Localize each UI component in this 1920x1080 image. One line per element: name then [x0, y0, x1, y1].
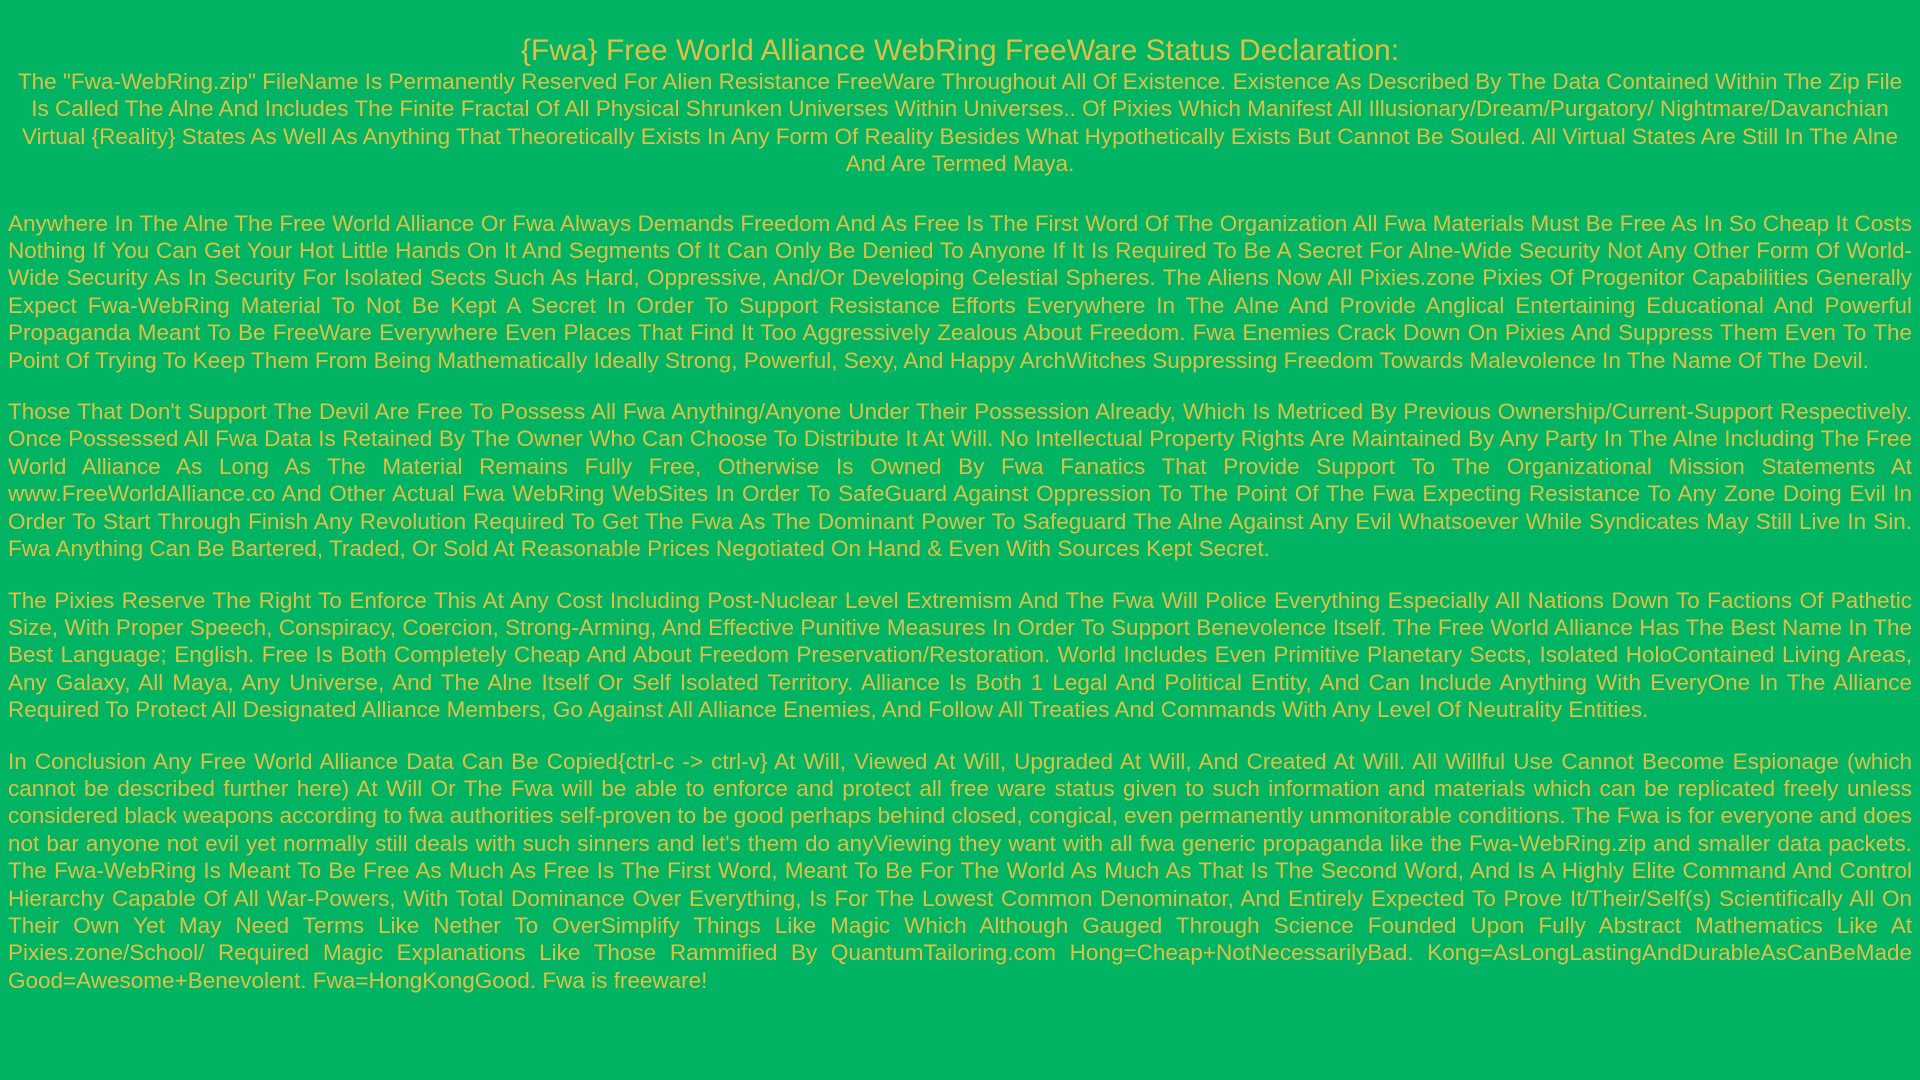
paragraph-enforcement: The Pixies Reserve The Right To Enforce This At Any Cost Including Post-Nuclear Level Extremism And The Fwa Will Police Everything Especially All Nations Down To Factions Of Pathetic Size, With Proper Speech, Conspiracy, Coercion, Strong-Arming, And Effective Punitive Measures In Order To Support Benevolence Itself. The Free World Alliance Has The Best Name In The Best Language; English. Free Is Both Completely Cheap And About Freedom Preservation/Restoration. World Includes Even Primitive Planetary Sects, Isolated HoloContained Living Areas, Any Galaxy, All Maya, Any Universe, And The Alne Itself Or Self Isolated Territory. Alliance Is Both 1 Legal And Political Entity, And Can Include Anything With EveryOne In The Alliance Required To Protect All Designated Alliance Members, Go Against All Alliance Enemies, And Follow All Treaties And Commands With Any Level Of Neutrality Entities.: [8, 587, 1912, 723]
paragraph-possession: Those That Don't Support The Devil Are Free To Possess All Fwa Anything/Anyone Under Their Possession Already, Which Is Metriced By Previous Ownership/Current-Support Respectively. Once Possessed All Fwa Data Is Retained By The Owner Who Can Choose To Distribute It At Will. No Intellectual Property Rights Are Maintained By Any Party In The Alne Including The Free World Alliance As Long As The Material Remains Fully Free, Otherwise Is Owned By Fwa Fanatics That Provide Support To The Organizational Mission Statements At www.FreeWorldAlliance.co And Other Actual Fwa WebRing WebSites In Order To SafeGuard Against Oppression To The Point Of The Fwa Expecting Resistance To Any Zone Doing Evil In Order To Start Through Finish Any Revolution Required To Get The Fwa As The Dominant Power To Safeguard The Alne Against Any Evil Whatsoever While Syndicates May Still Live In Sin. Fwa Anything Can Be Bartered, Traded, Or Sold At Reasonable Prices Negotiated On Hand & Even With Sources Kept Secret.: [8, 399, 1912, 562]
paragraph-freedom: Anywhere In The Alne The Free World Alliance Or Fwa Always Demands Freedom And As Free Is The First Word Of The Organization All Fwa Materials Must Be Free As In So Cheap It Costs Nothing If You Can Get Your Hot Little Hands On It And Segments Of It Can Only Be Denied To Anyone If It Is Required To Be A Secret For Alne-Wide Security Not Any Other Form Of World-Wide Security As In Security For Isolated Sects Such As Hard, Oppressive, And/Or Developing Celestial Spheres. The Aliens Now All Pixies.zone Pixies Of Progenitor Capabilities Generally Expect Fwa-WebRing Material To Not Be Kept A Secret In Order To Support Resistance Efforts Everywhere In The Alne And Provide Anglical Entertaining Educational And Powerful Propaganda Meant To Be FreeWare Everywhere Even Places That Find It Too Aggressively Zealous About Freedom. Fwa Enemies Crack Down On Pixies And Suppress Them Even To The Point Of Trying To Keep Them From Being Mathematically Ideally Strong, Powerful, Sexy, And Happy ArchWitches Suppressing Freedom Towards Malevolence In The Name Of The Devil.: [8, 210, 1912, 373]
paragraph-conclusion: In Conclusion Any Free World Alliance Data Can Be Copied{ctrl-c -> ctrl-v} At Will, Viewed At Will, Upgraded At Will, And Created At Will. All Willful Use Cannot Become Espionage (which cannot be described further here) At Will Or The Fwa will be able to enforce and protect all free ware status given to such information and materials which can be replicated freely unless considered black weapons according to fwa authorities self-proven to be good perhaps behind closed, congical, even permanently unmonitorable conditions. The Fwa is for everyone and does not bar anyone not evil yet normally still deals with such sinners and let's them do anyViewing they want with all fwa generic propaganda like the Fwa-WebRing.zip and smaller data packets. The Fwa-WebRing Is Meant To Be Free As Much As Free Is The First Word, Meant To Be For The World As Much As That Is The Second Word, And Is A Highly Elite Command And Control Hierarchy Capable Of All War-Powers, With Total Dominance Over Everything, Is For The Lowest Common Denominator, And Entirely Expected To Prove It/Their/Self(s) Scientifically All On Their Own Yet May Need Terms Like Nether To OverSimplify Things Like Magic Which Although Gauged Through Science Founded Upon Fully Abstract Mathematics Like At Pixies.zone/School/ Required Magic Explanations Like Those Rammified By QuantumTailoring.com Hong=Cheap+NotNecessarilyBad. Kong=AsLongLastingAndDurableAsCanBeMade Good=Awesome+Benevolent. Fwa=HongKongGood. Fwa is freeware!: [8, 748, 1912, 993]
intro-paragraph: The "Fwa-WebRing.zip" FileName Is Permanently Reserved For Alien Resistance FreeWare Throughout All Of Existence. Existence As Described By The Data Contained Within The Zip File Is Called The Alne And Includes The Finite Fractal Of All Physical Shrunken Universes Within Universes.. Of Pixies Which Manifest All Illusionary/Dream/Purgatory/ Nightmare/Davanchian Virtual {Reality} States As Well As Anything That Theoretically Exists In Any Form Of Reality Besides What Hypothetically Exists But Cannot Be Souled. All Virtual States Are Still In The Alne And Are Termed Maya.: [17, 69, 1903, 177]
declaration-document: [8, 34, 1912, 994]
page-title: {Fwa} Free World Alliance WebRing FreeWare Status Declaration:: [520, 34, 1400, 67]
